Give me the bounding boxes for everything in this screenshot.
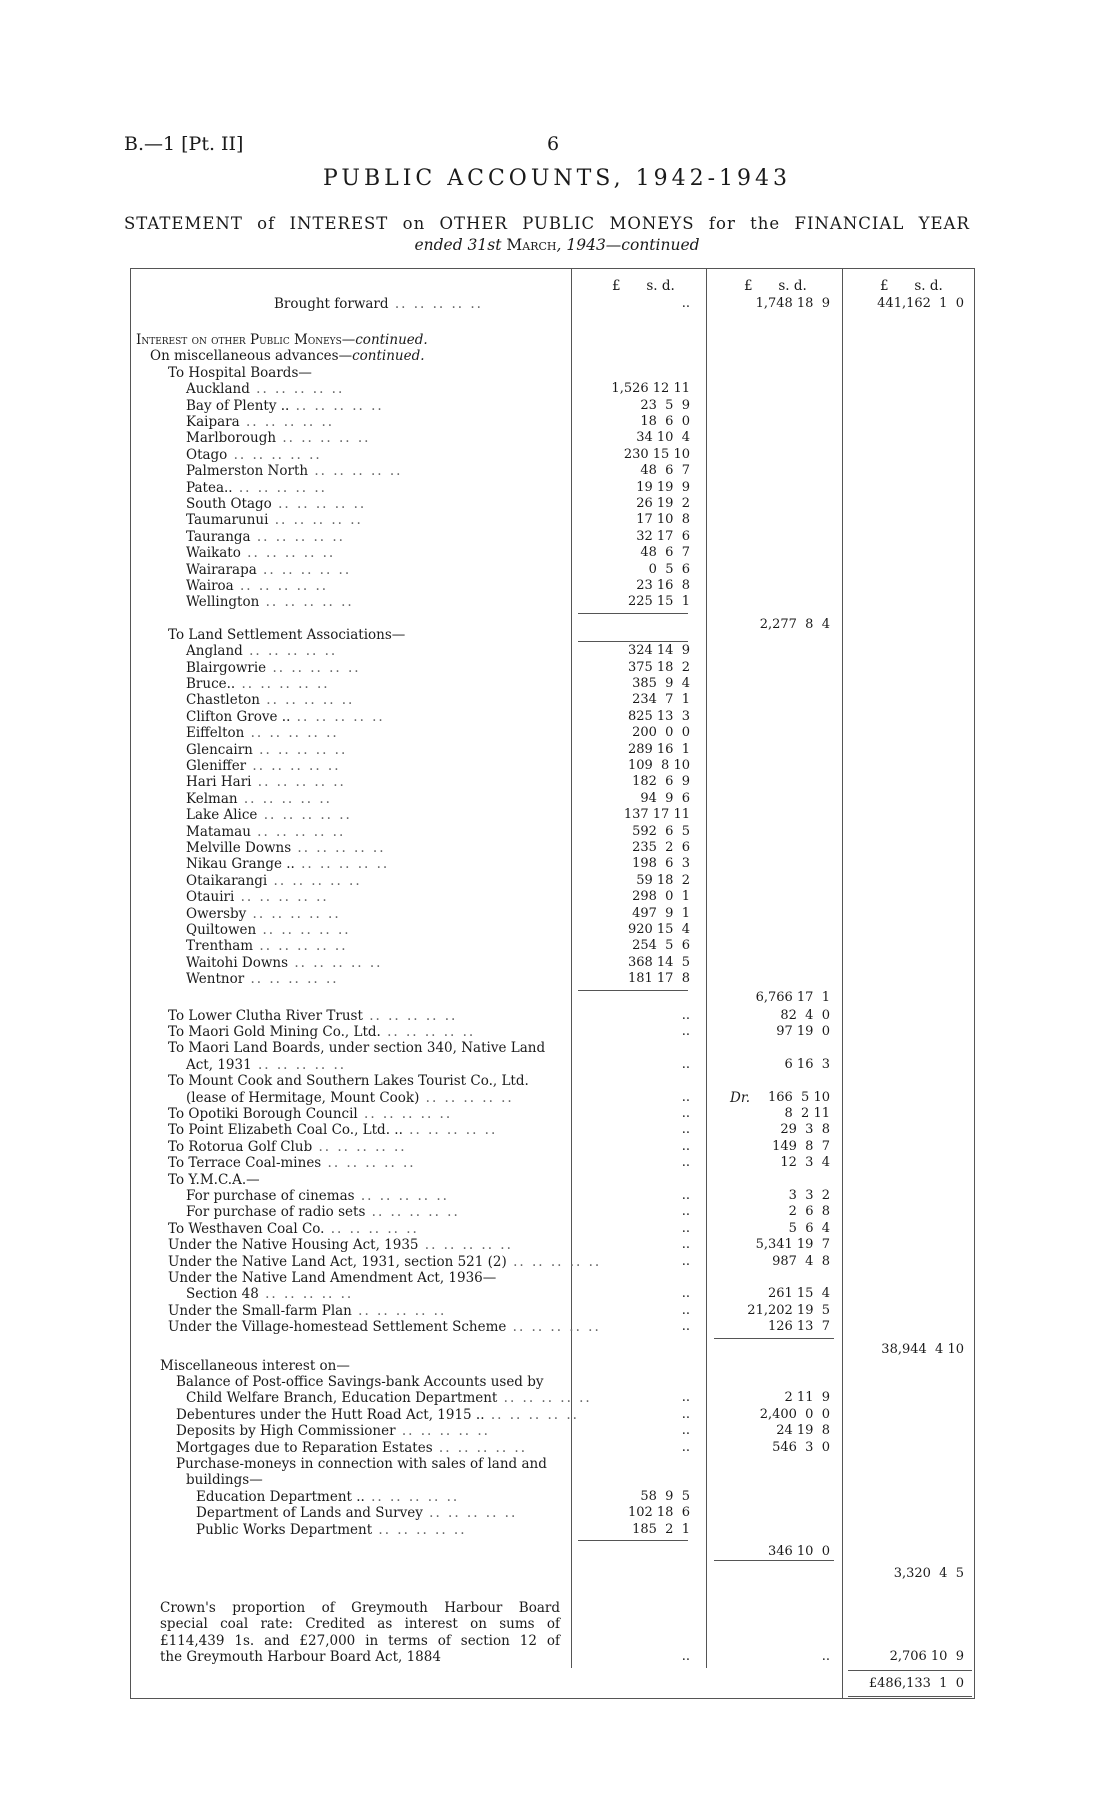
misc-interest-c1: 58 9 5 (640, 1488, 690, 1504)
grand-total-top-rule (848, 1670, 972, 1671)
column-header-2: £ s. d. (744, 278, 807, 294)
misc-interest-heading: Miscellaneous interest on— (160, 1357, 350, 1374)
statement-word: FINANCIAL (794, 214, 905, 233)
misc-interest-c2: 2,400 0 0 (759, 1406, 830, 1422)
statement-word: of (257, 214, 276, 233)
hospital-board-name: Tauranga .. .. .. .. .. (186, 528, 345, 545)
land-association-amount: 109 8 10 (627, 758, 690, 773)
hospital-board-name: Waikato .. .. .. .. .. (186, 545, 336, 562)
advance-item-c1: .. (681, 1089, 690, 1105)
statement-word: on (402, 214, 426, 233)
hospital-board-name: Taumarunui .. .. .. .. .. (186, 512, 363, 529)
advance-item-c1: .. (681, 1286, 690, 1302)
advance-item-c1: .. (681, 1138, 690, 1154)
land-association-amount: 298 0 1 (632, 889, 690, 905)
table-left-border (130, 268, 131, 1698)
land-association-name: Melville Downs .. .. .. .. .. (186, 840, 386, 856)
hospital-subtotal-rule (578, 613, 688, 614)
land-association-name: Trentham .. .. .. .. .. (186, 938, 348, 955)
statement-subtitle (0, 236, 1114, 254)
ended-prefix: ended 31st (414, 236, 507, 254)
hospital-board-amount: 230 15 10 (623, 446, 690, 462)
land-settlement-heading: To Land Settlement Associations— (168, 626, 406, 643)
grand-total: £486,133 1 0 (868, 1675, 964, 1691)
misc-interest-item: Purchase-moneys in connection with sales of land and (176, 1456, 547, 1472)
advance-item: Under the Native Land Amendment Act, 1936— (168, 1270, 497, 1286)
crown-proportion-line: special coal rate: Credited as interest on sums of (160, 1616, 560, 1633)
advance-item-c1: .. (681, 1155, 690, 1171)
hospital-board-name: Patea.. .. .. .. .. .. (186, 479, 327, 496)
advance-item-c1: .. (681, 1220, 690, 1236)
misc-advances-heading: On miscellaneous advances—continued. (150, 348, 425, 365)
land-association-amount: 59 18 2 (636, 872, 690, 888)
purchase-moneys-total: 346 10 0 (767, 1544, 830, 1559)
advance-item-c1: .. (681, 1056, 690, 1072)
advance-item: To Maori Gold Mining Co., Ltd. .. .. .. .. .. (168, 1024, 476, 1040)
hospital-board-name: Otago .. .. .. .. .. (186, 446, 322, 463)
land-association-amount: 368 14 5 (627, 954, 690, 970)
hospital-board-amount: 225 15 1 (627, 594, 690, 610)
advance-item-c1: .. (681, 1237, 690, 1253)
advance-item: To Opotiki Borough Council .. .. .. .. .. (168, 1106, 453, 1122)
hospital-board-amount: 32 17 6 (636, 528, 690, 544)
misc-interest-item: Mortgages due to Reparation Estates .. .. .. .. .. (176, 1439, 528, 1456)
land-association-amount: 497 9 1 (632, 905, 690, 921)
land-association-amount: 592 6 5 (632, 823, 690, 839)
land-association-amount: 198 6 3 (632, 856, 690, 872)
statement-word: STATEMENT (124, 214, 243, 233)
header-rule (130, 268, 975, 269)
land-association-amount: 324 14 9 (627, 643, 690, 659)
land-association-name: Hari Hari .. .. .. .. .. (186, 774, 346, 791)
land-association-amount: 289 16 1 (627, 741, 690, 757)
misc-interest-c2: 2 11 9 (784, 1390, 830, 1406)
advance-item-c2: 126 13 7 (767, 1319, 830, 1335)
land-association-amount: 137 17 11 (623, 807, 690, 823)
advance-item: Under the Village-homestead Settlement Scheme .. .. .. .. .. (168, 1319, 601, 1336)
column-divider-2 (706, 268, 707, 1668)
hospital-boards-total: 2,277 8 4 (759, 616, 830, 632)
hospital-boards-heading: To Hospital Boards— (168, 364, 312, 381)
advance-item: To Y.M.C.A.— (168, 1171, 260, 1188)
advance-item-c1: .. (681, 1024, 690, 1039)
hospital-board-amount: 1,526 12 11 (611, 381, 690, 397)
land-association-amount: 375 18 2 (627, 659, 690, 675)
hospital-board-amount: 23 16 8 (636, 578, 690, 593)
land-association-amount: 181 17 8 (627, 971, 690, 987)
land-association-amount: 182 6 9 (632, 774, 690, 790)
misc-interest-item: buildings— (186, 1472, 263, 1489)
land-association-name: Wentnor .. .. .. .. .. (186, 971, 339, 988)
land-association-name: Otauiri .. .. .. .. .. (186, 889, 329, 906)
advance-item-c1: .. (681, 1253, 690, 1269)
hospital-board-amount: 48 6 7 (640, 545, 690, 561)
land-association-name: Chastleton .. .. .. .. .. (186, 692, 355, 709)
advance-item-c2: 166 5 10 (767, 1089, 830, 1105)
advance-item: Section 48 .. .. .. .. .. (186, 1286, 354, 1303)
hospital-board-amount: 17 10 8 (636, 512, 690, 528)
page-number: 6 (547, 133, 560, 155)
crown-proportion-c1: .. (681, 1649, 690, 1665)
misc-interest-item: Deposits by High Commissioner .. .. .. .. .. (176, 1423, 490, 1440)
hospital-board-amount: 34 10 4 (636, 430, 690, 446)
advance-item-c1: .. (681, 1122, 690, 1138)
land-association-name: Kelman .. .. .. .. .. (186, 790, 332, 807)
land-association-name: Waitohi Downs .. .. .. .. .. (186, 954, 383, 971)
hospital-board-amount: 0 5 6 (648, 561, 690, 577)
column-header-1: £ s. d. (612, 278, 675, 294)
misc-interest-total: 3,320 4 5 (893, 1566, 964, 1581)
hospital-board-name: South Otago .. .. .. .. .. (186, 496, 367, 512)
statement-word: for (708, 214, 736, 233)
statement-word: INTEREST (289, 214, 389, 233)
hospital-board-name: Auckland .. .. .. .. .. (186, 381, 345, 398)
misc-subtotal-rule (714, 1560, 834, 1561)
land-association-name: Matamau .. .. .. .. .. (186, 823, 346, 840)
land-association-name: Otaikarangi .. .. .. .. .. (186, 872, 362, 889)
misc-interest-c1: .. (681, 1406, 690, 1422)
misc-interest-c1: 102 18 6 (627, 1505, 690, 1521)
land-association-amount: 235 2 6 (632, 840, 690, 855)
land-association-name: Glencairn .. .. .. .. .. (186, 741, 348, 758)
hospital-board-name: Bay of Plenty .. .. .. .. .. .. (186, 397, 384, 414)
advance-item: (lease of Hermitage, Mount Cook) .. .. .. .. .. (186, 1089, 514, 1106)
column-divider-1 (571, 268, 572, 1668)
land-association-name: Bruce.. .. .. .. .. .. (186, 676, 330, 692)
statement-word: OTHER (439, 214, 508, 233)
misc-interest-c1: .. (681, 1439, 690, 1455)
hospital-board-name: Palmerston North .. .. .. .. .. (186, 463, 403, 480)
misc-interest-c1: 185 2 1 (632, 1521, 690, 1537)
advance-item-c2: 149 8 7 (772, 1138, 830, 1154)
advance-item: To Maori Land Boards, under section 340, Native Land (168, 1040, 546, 1057)
crown-proportion-c3: 2,706 10 9 (889, 1649, 964, 1665)
advance-item: Under the Small-farm Plan .. .. .. .. .. (168, 1302, 447, 1319)
advance-item-c1: .. (681, 1007, 690, 1023)
debit-marker: Dr. (730, 1089, 751, 1106)
advance-item-c2: 12 3 4 (780, 1155, 830, 1171)
advance-item: To Point Elizabeth Coal Co., Ltd. .. .. .. .. .. .. (168, 1122, 498, 1139)
land-association-name: Angland .. .. .. .. .. (186, 643, 338, 660)
crown-proportion-line: Crown's proportion of Greymouth Harbour Board (160, 1600, 560, 1616)
land-association-amount: 234 7 1 (632, 692, 690, 708)
advance-item-c1: .. (681, 1188, 690, 1203)
advance-item: Act, 1931 .. .. .. .. .. (186, 1056, 347, 1073)
advance-item-c2: 5 6 4 (788, 1220, 830, 1236)
land-association-amount: 94 9 6 (640, 790, 690, 806)
advance-item: To Westhaven Coal Co. .. .. .. .. .. (168, 1220, 419, 1237)
hospital-board-name: Kaipara .. .. .. .. .. (186, 414, 335, 430)
land-subtotal-rule (578, 990, 688, 991)
advances-subtotal-rule (714, 1338, 834, 1339)
advance-item-c2: 261 15 4 (767, 1286, 830, 1302)
grand-total-bottom-rule (848, 1696, 972, 1697)
hospital-board-amount: 48 6 7 (640, 463, 690, 479)
advance-item: To Terrace Coal-mines .. .. .. .. .. (168, 1155, 416, 1172)
advances-total: 38,944 4 10 (881, 1341, 964, 1357)
advance-item-c1: .. (681, 1302, 690, 1318)
hospital-board-amount: 18 6 0 (640, 414, 690, 429)
hospital-board-amount: 26 19 2 (636, 496, 690, 511)
crown-proportion-line: £114,439 1s. and £27,000 in terms of section 12 of (160, 1632, 560, 1649)
land-top-rule (578, 641, 688, 642)
table-bottom-border (130, 1698, 975, 1699)
land-association-amount: 200 0 0 (632, 725, 690, 741)
advance-item-c2: 29 3 8 (780, 1122, 830, 1138)
land-association-name: Clifton Grove .. .. .. .. .. .. (186, 708, 385, 725)
advance-item: For purchase of radio sets .. .. .. .. .. (186, 1204, 460, 1221)
advance-item: To Mount Cook and Southern Lakes Tourist Co., Ltd. (168, 1073, 529, 1090)
advance-item-c1: .. (681, 1204, 690, 1220)
advance-item-c2: 97 19 0 (776, 1024, 830, 1039)
advance-item-c1: .. (681, 1106, 690, 1121)
hospital-board-name: Wairarapa .. .. .. .. .. (186, 561, 352, 578)
advance-item: Under the Native Housing Act, 1935 .. .. .. .. .. (168, 1237, 513, 1254)
advance-item-c2: 987 4 8 (772, 1253, 830, 1269)
advance-item-c2: 2 6 8 (788, 1204, 830, 1220)
advance-item-c2: 8 2 11 (784, 1106, 830, 1121)
land-association-name: Gleniffer .. .. .. .. .. (186, 758, 341, 774)
misc-interest-item: Education Department .. .. .. .. .. .. (196, 1488, 460, 1505)
ended-suffix: , 1943—continued (556, 236, 700, 254)
land-association-name: Quiltowen .. .. .. .. .. (186, 922, 351, 938)
advance-item-c2: 21,202 19 5 (747, 1302, 830, 1318)
advance-item-c1: .. (681, 1319, 690, 1335)
land-association-name: Owersby .. .. .. .. .. (186, 905, 341, 922)
misc-interest-item: Public Works Department .. .. .. .. .. (196, 1521, 467, 1538)
land-association-name: Lake Alice .. .. .. .. .. (186, 807, 352, 824)
land-association-name: Blairgowrie .. .. .. .. .. (186, 659, 361, 676)
crown-proportion-line: the Greymouth Harbour Board Act, 1884 (160, 1649, 441, 1666)
brought-forward-c1: .. (681, 296, 690, 311)
misc-interest-item: Department of Lands and Survey .. .. .. .. .. (196, 1505, 518, 1522)
misc-interest-item: Debentures under the Hutt Road Act, 1915 .. .. .. .. .. .. (176, 1406, 579, 1423)
land-settlement-total: 6,766 17 1 (755, 989, 830, 1005)
statement-title (124, 214, 970, 233)
misc-interest-c2: 546 3 0 (772, 1439, 830, 1455)
advance-item: To Lower Clutha River Trust .. .. .. .. .. (168, 1007, 458, 1024)
land-association-amount: 920 15 4 (627, 922, 690, 937)
misc-interest-item: Child Welfare Branch, Education Department .. .. .. .. .. (186, 1390, 592, 1407)
land-association-name: Eiffelton .. .. .. .. .. (186, 725, 339, 742)
misc-interest-c2: 24 19 8 (776, 1423, 830, 1439)
land-association-amount: 825 13 3 (627, 708, 690, 724)
ended-month: March (506, 236, 557, 254)
misc-interest-c1: .. (681, 1423, 690, 1439)
land-association-amount: 254 5 6 (632, 938, 690, 954)
table-right-border (974, 268, 975, 1698)
statement-word: YEAR (918, 214, 970, 233)
hospital-board-name: Marlborough .. .. .. .. .. (186, 430, 371, 447)
crown-proportion-c2: .. (821, 1649, 830, 1665)
hospital-board-name: Wellington .. .. .. .. .. (186, 594, 354, 611)
advance-item-c2: 5,341 19 7 (755, 1237, 830, 1253)
land-association-amount: 385 9 4 (632, 676, 690, 691)
advance-item-c2: 82 4 0 (780, 1007, 830, 1023)
column-divider-3 (842, 268, 843, 1698)
statement-word: PUBLIC (522, 214, 596, 233)
statement-word: the (750, 214, 781, 233)
brought-forward-label: Brought forward .. .. .. .. .. (274, 296, 483, 312)
land-association-name: Nikau Grange .. .. .. .. .. .. (186, 856, 390, 873)
advance-item: To Rotorua Golf Club .. .. .. .. .. (168, 1138, 407, 1155)
misc-interest-item: Balance of Post-office Savings-bank Accounts used by (176, 1374, 544, 1390)
advance-item-c2: 3 3 2 (788, 1188, 830, 1203)
advance-item-c2: 6 16 3 (784, 1056, 830, 1072)
statement-word: MONEYS (609, 214, 695, 233)
column-header-3: £ s. d. (880, 278, 943, 294)
hospital-board-amount: 23 5 9 (640, 397, 690, 413)
document-reference: B.—1 [Pt. II] (124, 133, 244, 155)
brought-forward-c3: 441,162 1 0 (877, 296, 964, 311)
section-heading: Interest on other Public Moneys—continued. (136, 332, 428, 348)
advance-item: Under the Native Land Act, 1931, section 521 (2) .. .. .. .. .. (168, 1253, 602, 1270)
misc-interest-c1: .. (681, 1390, 690, 1406)
brought-forward-c2: 1,748 18 9 (755, 296, 830, 311)
hospital-board-amount: 19 19 9 (636, 479, 690, 495)
page-title: PUBLIC ACCOUNTS, 1942-1943 (323, 166, 791, 191)
purchase-subtotal-rule (578, 1540, 688, 1541)
advance-item: For purchase of cinemas .. .. .. .. .. (186, 1188, 449, 1204)
hospital-board-name: Wairoa .. .. .. .. .. (186, 578, 329, 594)
